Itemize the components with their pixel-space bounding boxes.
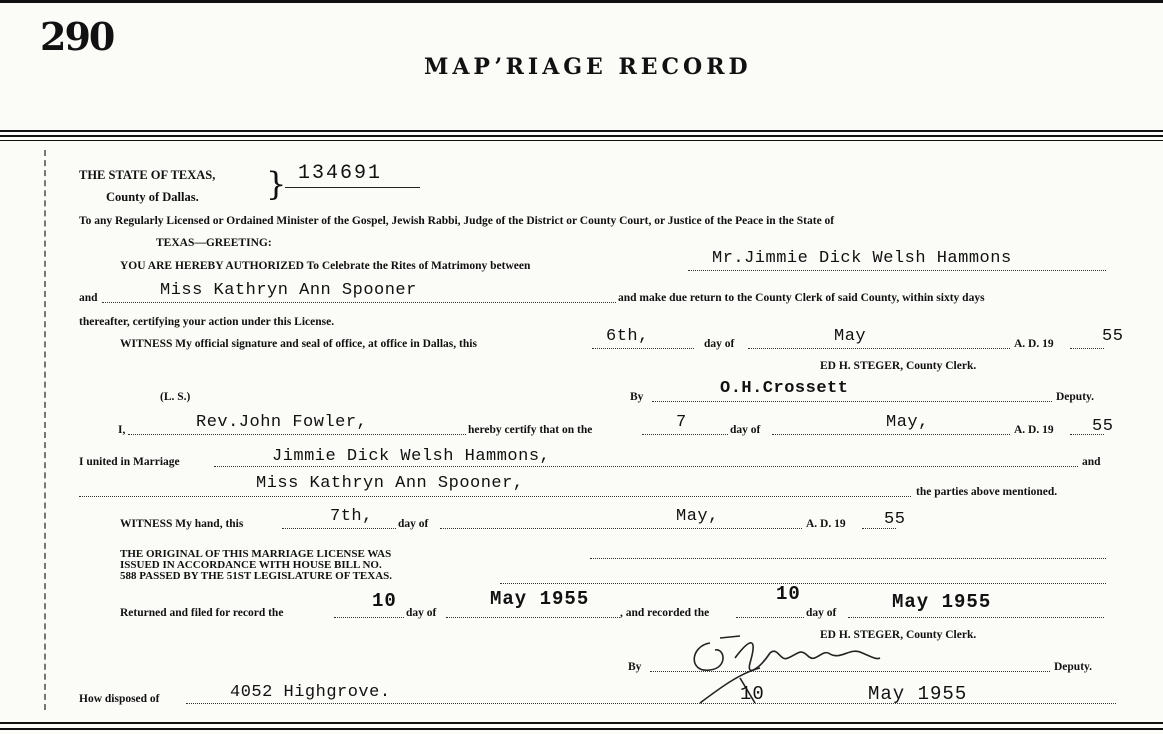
disposed-address: 4052 Highgrove. <box>230 683 391 702</box>
deputy-label: Deputy. <box>1056 391 1095 403</box>
original-notice-line-1: THE ORIGINAL OF THIS MARRIAGE LICENSE WAS <box>120 548 392 560</box>
day-of-label-4: day of <box>406 607 437 619</box>
parties-text: the parties above mentioned. <box>916 486 1058 498</box>
county-line: County of Dallas. <box>106 190 199 204</box>
witness-office-text: WITNESS My official signature and seal of office, at office in Dallas, this <box>120 338 477 350</box>
license-number-underline <box>285 187 420 188</box>
united-text: I united in Marriage <box>79 456 180 468</box>
groom-short-name: Jimmie Dick Welsh Hammons, <box>272 447 551 466</box>
day-of-label: day of <box>704 338 735 350</box>
recorded-month-year: May 1955 <box>892 591 992 613</box>
left-margin-mark <box>44 150 49 710</box>
and-label-2: and <box>1082 456 1101 468</box>
top-rule <box>0 0 1163 3</box>
marriage-month: May, <box>886 413 929 432</box>
officiant-name: Rev.John Fowler, <box>196 413 368 432</box>
filed-day: 10 <box>372 590 397 612</box>
ad-label-3: A. D. 19 <box>806 518 846 530</box>
intro-line: To any Regularly Licensed or Ordained Minister of the Gospel, Jewish Rabbi, Judge of the District or County Court, or Justice of the Peace in the State of <box>79 215 835 227</box>
bottom-rule-2 <box>0 728 1163 730</box>
ad-label: A. D. 19 <box>1014 338 1054 350</box>
authorized-text: YOU ARE HEREBY AUTHORIZED To Celebrate the Rites of Matrimony between <box>120 260 531 272</box>
header-rule-2 <box>0 135 1163 137</box>
page-number: 290 <box>40 14 114 59</box>
greeting: TEXAS—GREETING: <box>156 237 272 249</box>
by-label-2: By <box>628 661 642 673</box>
bride-name: Miss Kathryn Ann Spooner <box>160 281 417 300</box>
hand-month: May, <box>676 507 719 526</box>
bottom-rule-1 <box>0 722 1163 724</box>
deputy-signature <box>680 618 900 708</box>
original-notice-line-2: ISSUED IN ACCORDANCE WITH HOUSE BILL NO. <box>120 559 382 571</box>
by-label: By <box>630 391 644 403</box>
filed-month-year: May 1955 <box>490 588 590 610</box>
certify-text: hereby certify that on the <box>468 424 593 436</box>
hand-year: 55 <box>884 510 906 529</box>
disposed-month-year: May 1955 <box>868 683 968 705</box>
disposed-day: 10 <box>740 683 765 705</box>
day-of-label-5: day of <box>806 607 837 619</box>
header-rule-1 <box>0 130 1163 132</box>
original-notice-line-3: 588 PASSED BY THE 51ST LEGISLATURE OF TEXAS. <box>120 570 393 582</box>
groom-name: Mr.Jimmie Dick Welsh Hammons <box>712 249 1012 268</box>
and-label: and <box>79 292 98 304</box>
witness-hand-text: WITNESS My hand, this <box>120 518 244 530</box>
ad-label-2: A. D. 19 <box>1014 424 1054 436</box>
license-number: 134691 <box>298 162 383 185</box>
recorded-day: 10 <box>776 583 801 605</box>
state-line: THE STATE OF TEXAS, <box>79 168 216 182</box>
brace: } <box>266 165 287 203</box>
marriage-year: 55 <box>1092 417 1114 436</box>
day-of-label-2: day of <box>730 424 761 436</box>
header-rule-3 <box>0 140 1163 141</box>
recorded-text: , and recorded the <box>620 607 710 619</box>
page-title: MAPʼRIAGE RECORD <box>424 54 752 80</box>
hand-day: 7th, <box>330 507 373 526</box>
license-year: 55 <box>1102 327 1124 346</box>
ls-label: (L. S.) <box>160 391 191 403</box>
license-day: 6th, <box>606 327 649 346</box>
day-of-label-3: day of <box>398 518 429 530</box>
bride-line: Miss Kathryn Ann Spooner, <box>256 474 524 493</box>
deputy-label-2: Deputy. <box>1054 661 1093 673</box>
clerk-name: ED H. STEGER, County Clerk. <box>820 360 977 372</box>
i-label: I, <box>118 424 126 436</box>
license-month: May <box>834 327 867 346</box>
thereafter-text: thereafter, certifying your action under this License. <box>79 316 335 328</box>
disposed-text: How disposed of <box>79 693 160 705</box>
deputy-name: O.H.Crossett <box>720 379 849 398</box>
returned-text: Returned and filed for record the <box>120 607 284 619</box>
clerk-name-2: ED H. STEGER, County Clerk. <box>820 629 977 641</box>
return-text: and make due return to the County Clerk of said County, within sixty days <box>618 292 985 304</box>
marriage-day: 7 <box>676 413 687 432</box>
